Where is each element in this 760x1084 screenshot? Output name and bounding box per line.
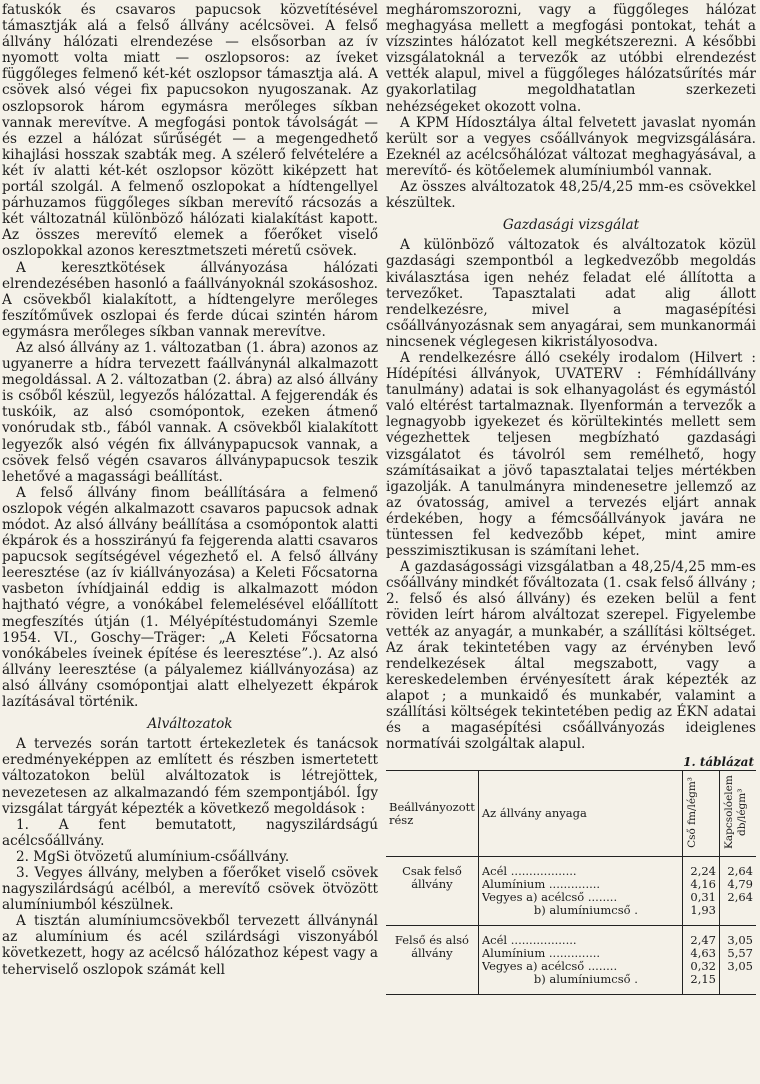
material: Alumínium .............. <box>481 878 601 892</box>
list-item: 1. A fent bemutatott, nagyszilárdságú acélcsőállvány. <box>2 816 378 849</box>
paragraph: A rendelkezésre álló csekély irodalom (Hilvert : Hídépítési állványok, UVATERV : Fémhídállvány tanulmány) adatai is sok elhanyagolást és egymástól való eltérést tartalmaznak. Ilyenformán a tervezők a legnagyobb igyekezet és körültekintés mellett sem végezhettek teljesen megbízható gazdasági vizsgálatot és távolról sem remélhető, hogy számításaikat a jövő tapasztalatai teljes mértékben igazolják. A tanulmányra mindenesetre jellemző az az óvatosság, amivel a tervezés eljárt annak érdekében, hogy a fémcsőállványok javára ne tüntessen fel kedvezőbb képet, mint amire pesszimisztikusan is számítani lehet. <box>386 349 756 560</box>
header-kapcs <box>720 771 757 857</box>
cso-cell <box>683 926 720 995</box>
material: Alumínium .............. <box>481 947 601 961</box>
value: 4,79 <box>727 877 753 892</box>
material-cell <box>478 926 682 995</box>
paragraph: A KPM Hídosztálya által felvetett javaslat nyomán került sor a vegyes csőállványok megvizsgálására. Ezeknél az acélcsőhálózat változat meghagyásával, a merevítő- és kötőelemek alumíniumból vannak. <box>386 114 756 179</box>
material: Vegyes a) acélcső ........ <box>481 960 618 974</box>
material: b) alumíniumcső . <box>533 973 638 987</box>
header-part: Beállványozott rész <box>386 771 478 857</box>
value: 2,64 <box>727 890 753 905</box>
value <box>723 904 753 917</box>
list-item: 2. MgSi ötvözetű alumínium-csőállvány. <box>16 848 290 865</box>
material: Acél .................. <box>481 934 577 948</box>
value: 5,57 <box>727 946 753 961</box>
left-column <box>2 2 378 978</box>
header-cso <box>683 771 720 857</box>
paragraph: Az alsó állvány az 1. változatban (1. ábra) azonos az ugyanerre a hídra tervezett faállványnál alkalmazott megoldással. A 2. változatban (2. ábra) az alsó állvány is csőből készül, legyezős hálózattal. A fejgerendák és tuskóik, az alsó csomópontok, ezeken átmenő vonórudak stb., fából vannak. A csövekből kialakított legyezők alsó végén fix állványpapucsok vannak, a csövek felső végén csavaros állványpapucsok teszik lehetővé a magassági beállítást. <box>2 339 378 485</box>
paragraph: A felső állvány finom beállítására a felmenő oszlopok végén alkalmazott csavaros papucsok adnak módot. Az alsó állvány beállítása a csomópontok alatti ékpárok és a hosszirányú fa fejgerenda alatti csavaros papucsok segítségével végezhető el. A felső állvány leeresztése (az ív kiállványozása) a Keleti Főcsatorna vasbeton ívhídjainál eddig is alkalmazott módon hajtható végre, a vonókábel felemelésével előállított megfeszítés útján (1. Mélyépítéstudományi Szemle 1954. VI., Goschy—Träger: „A Keleti Főcsatorna vonókábeles íveinek építése és leeresztése”.). Az alsó állvány leeresztése (a pályalemez kiállványozása) az alsó állvány csomópontjai alatt elhelyezett ékpárok lazításával történik. <box>2 484 378 711</box>
header-material: Az állvány anyaga <box>478 771 682 857</box>
table-row <box>386 857 756 926</box>
header-cso-label: Cső fm/légm³ <box>686 776 698 848</box>
part-cell: Felső és alsó állvány <box>386 926 478 995</box>
material-cell <box>478 857 682 926</box>
section-heading-gazdasagi: Gazdasági vizsgálat <box>502 217 640 234</box>
table-caption: 1. táblázat <box>683 755 754 770</box>
value: 3,05 <box>727 959 753 974</box>
value: 1,93 <box>690 903 716 918</box>
material: b) alumíniumcső . <box>533 904 638 918</box>
section-heading-alvaltozatok: Alváltozatok <box>147 716 233 733</box>
variant-list <box>2 817 378 914</box>
paragraph: Az összes alváltozatok 48,25/4,25 mm-es csövekkel készültek. <box>386 179 756 212</box>
list-item: 3. Vegyes állvány, melyben a főerőket viselő csövek nagyszilárdságú acélból, a merevítő csövek ötvözött alumíniumból készülnek. <box>2 864 378 914</box>
part-cell: Csak felső állvány <box>386 857 478 926</box>
right-column <box>386 2 756 995</box>
material: Acél .................. <box>481 865 577 879</box>
value: 4,16 <box>690 877 716 892</box>
value: 0,32 <box>690 959 716 974</box>
value: 2,15 <box>690 972 716 987</box>
kapcs-cell <box>720 857 757 926</box>
paragraph: fatuskók és csavaros papucsok közvetítésével támasztják alá a felső állvány acélcsövei. A felső állvány hálózati elrendezése — elsősorban az ív nyomott volta miatt — oszlopsoros: az íveket függőleges felmenő két-két oszlopsor támasztja alá. A csövek alsó végei fix papucsokon nyugoszanak. Az oszlopsorok három egymásra merőleges síkban vannak merevítve. A megfogási pontok távolságát — és ezzel a hálózat sűrűségét — a megengedhető kihajlási hosszak szabták meg. A szélerő felvételére a két ív alatti két-két oszlopsor között kiképzett hat portál szolgál. A felmenő oszlopokat a hídtengellyel párhuzamos függőleges síkban merevítő rácsozás a két változatnál különböző hálózati kialakítást kapott. Az összes merevítő elemek a főerőket viselő oszlopokkal azonos keresztmetszeti méretű csövek. <box>2 2 378 260</box>
value: 0,31 <box>690 890 716 905</box>
value: 3,05 <box>727 933 753 948</box>
value: 2,47 <box>690 933 716 948</box>
paragraph: A tisztán alumíniumcsövekből tervezett állványnál az alumínium és acél szilárdsági viszonyából következett, hogy az acélcső hálózathoz képest vagy a teherviselő oszlopok számát kell <box>2 913 378 978</box>
kapcs-cell <box>720 926 757 995</box>
paragraph: A gazdaságossági vizsgálatban a 48,25/4,25 mm-es csőállvány mindkét főváltozata (1. csak felső állvány ; 2. felső és alsó állvány) és ezeken belül a fent röviden leírt három alváltozat szerepel. Figyelembe vették az anyagár, a munkabér, a szállítási költséget. Az árak tekintetében vagy az érvényben levő rendelkezések által megszabott, vagy a kereskedelemben érvényesített árak képezték az alapot ; a munkaidő és munkabér, valamint a szállítási költségek tekintetében pedig az ÉKN adatai és a magasépítési csőállványozás ideiglenes normatívái szolgáltak alapul. <box>386 559 756 753</box>
value: 2,24 <box>690 864 716 879</box>
table-header-row <box>386 771 756 857</box>
data-table <box>386 770 756 995</box>
value <box>723 973 753 986</box>
header-kapcs-label: Kapcsolóelem db/légm³ <box>723 775 748 850</box>
table-row <box>386 926 756 995</box>
paragraph: megháromszorozni, vagy a függőleges hálózat meghagyása mellett a megfogási pontokat, tehát a vízszintes hálózatot kell megkétszerezni. A későbbi vizsgálatoknál a tervezők az utóbbi elrendezést vették alapul, mivel a függőleges hálózatsűrítés már gyakorlatilag megoldhatatlan szerkezeti nehézségeket okozott volna. <box>386 2 756 115</box>
paragraph: A keresztkötések állványozása hálózati elrendezésében hasonló a faállványoknál szokásoshoz. A csövekből kialakított, a hídtengelyre merőleges feszítőművek oszlopai és ferde dúcai szintén három egymásra merőleges síkban vannak merevítve. <box>2 259 378 340</box>
paragraph: A különböző változatok és alváltozatok közül gazdasági szempontból a legkedvezőbb megoldás kiválasztása igen nehéz feladat elé állította a tervezőket. Tapasztalati adat alig állott rendelkezésre, mivel a magasépítési csőállványozásnak sem anyagárai, sem munkanormái nincsenek véglegesen kikristályosodva. <box>386 237 756 350</box>
cso-cell <box>683 857 720 926</box>
value: 4,63 <box>690 946 716 961</box>
paragraph: A tervezés során tartott értekezletek és tanácsok eredményeképpen az említett és részben ismertetett változatokon belül alváltozatok is létrejöttek, nevezetesen az alkalmazandó fém szempontjából. Így vizsgálat tárgyát képezték a következő megoldások : <box>2 736 378 817</box>
material: Vegyes a) acélcső ........ <box>481 891 618 905</box>
value: 2,64 <box>727 864 753 879</box>
